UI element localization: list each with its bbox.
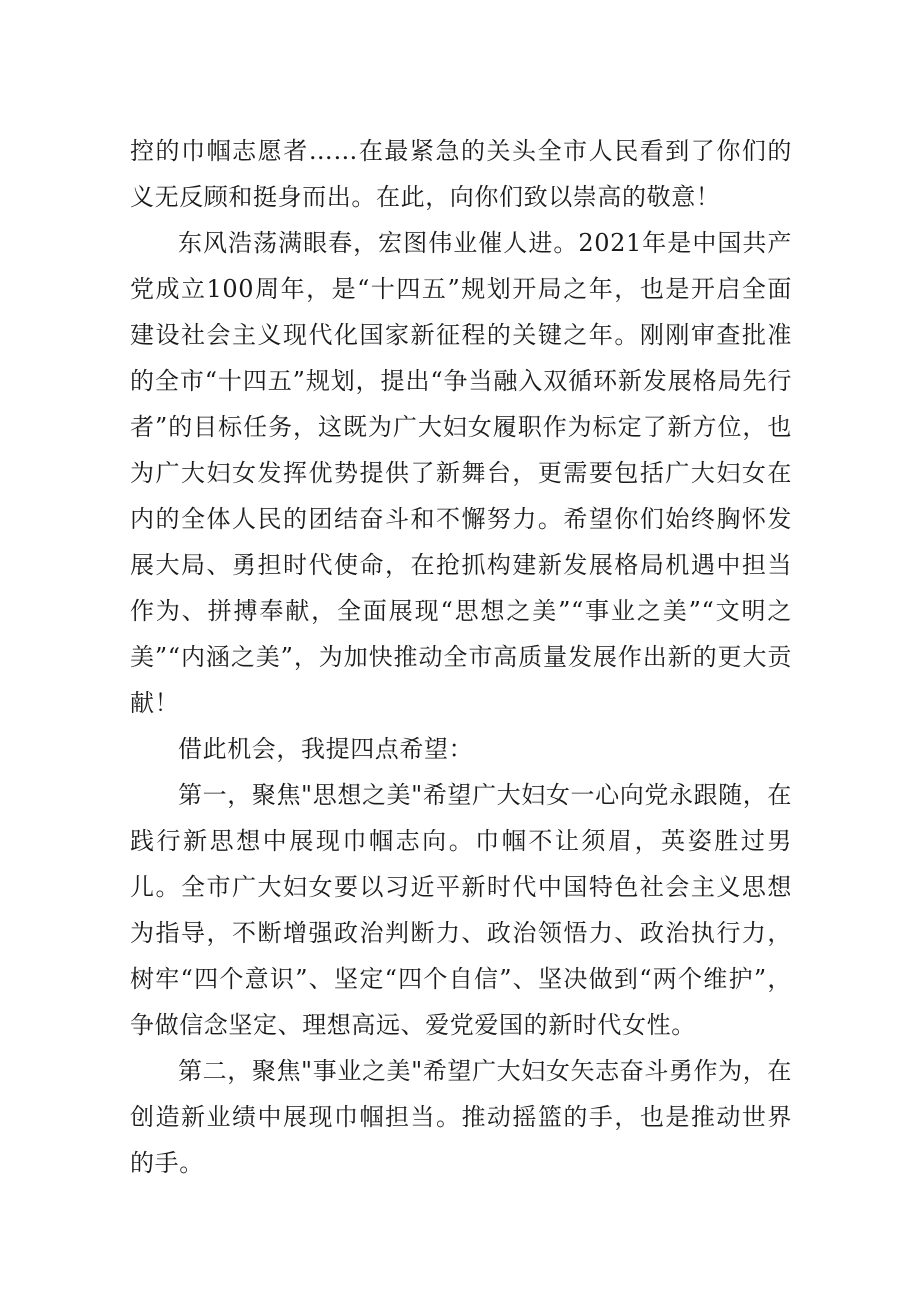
paragraph-continuation: 控的巾帼志愿者……在最紧急的关头全市人民看到了你们的义无反顾和挺身而出。在此，向你们致以崇高的敬意！ (130, 137, 792, 211)
document-body (130, 128, 792, 1186)
paragraph-hope-two: 第二，聚焦"事业之美"希望广大妇女矢志奋斗勇作为，在创造新业绩中展现巾帼担当。推动摇篮的手，也是推动世界的手。 (130, 1057, 792, 1177)
paragraph-four-hopes-intro: 借此机会，我提四点希望： (178, 735, 474, 763)
paragraph-new-era-goals: 东风浩荡满眼春，宏图伟业催人进。2021年是中国共产党成立100周年，是“十四五”规划开局之年，也是开启全面建设社会主义现代化国家新征程的关键之年。刚刚审查批准的全市“十四五”规划，提出“争当融入双循环新发展格局先行者”的目标任务，这既为广大妇女履职作为标定了新方位，也为广大妇女发挥优势提供了新舞台，更需要包括广大妇女在内的全体人民的团结奋斗和不懈努力。希望你们始终胸怀发展大局、勇担时代使命，在抢抓构建新发展格局机遇中担当作为、拼搏奉献，全面展现“思想之美”“事业之美”“文明之美”“内涵之美”，为加快推动全市高质量发展作出新的更大贡献！ (130, 229, 792, 717)
paragraph-hope-one: 第一，聚焦"思想之美"希望广大妇女一心向党永跟随，在践行新思想中展现巾帼志向。巾帼不让须眉，英姿胜过男儿。全市广大妇女要以习近平新时代中国特色社会主义思想为指导，不断增强政治判断力、政治领悟力、政治执行力，树牢“四个意识”、坚定“四个自信”、坚决做到“两个维护”，争做信念坚定、理想高远、爱党爱国的新时代女性。 (130, 781, 792, 1039)
